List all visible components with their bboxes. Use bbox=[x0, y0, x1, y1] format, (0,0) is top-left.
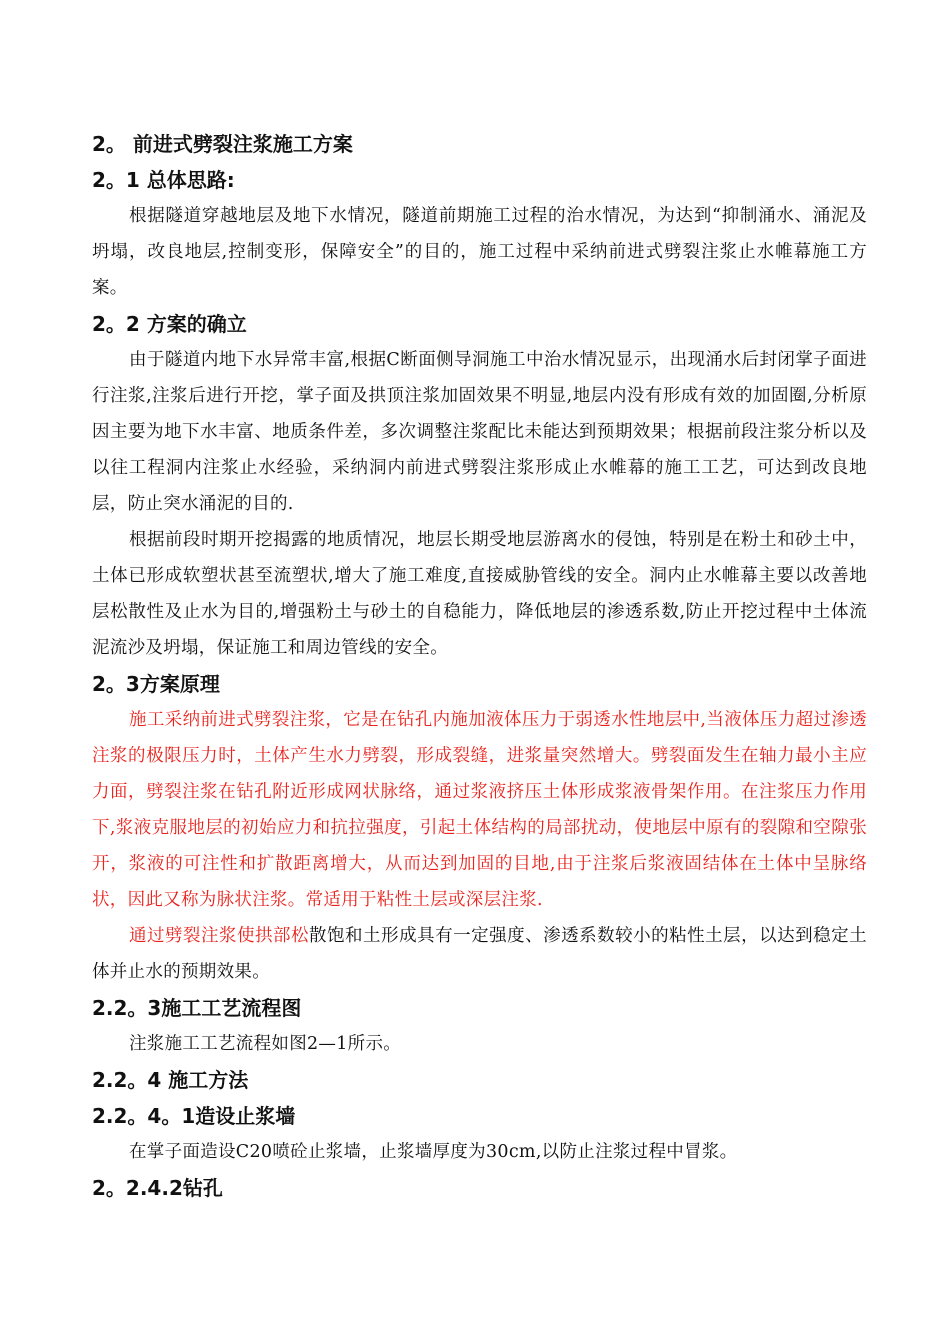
document-body bbox=[92, 126, 867, 1206]
section-2-heading: 2。 前进式劈裂注浆施工方案 bbox=[92, 132, 353, 156]
section-2-2-paragraph-2: 根据前段时期开挖揭露的地质情况，地层长期受地层游离水的侵蚀，特别是在粉土和砂土中，土体已形成软塑状甚至流塑状,增大了施工难度,直接威胁管线的安全。洞内止水帷幕主要以改善地层松散性及止水为目的,增强粉土与砂土的自稳能力，降低地层的渗透系数,防止开挖过程中土体流泥流沙及坍塌，保证施工和周边管线的安全。 bbox=[92, 530, 867, 658]
section-2-2-4-2-heading: 2。2.4.2钻孔 bbox=[92, 1176, 223, 1200]
section-2-3-paragraph-2 bbox=[92, 918, 867, 990]
section-2-2-3-paragraph: 注浆施工工艺流程如图2—1所示。 bbox=[129, 1034, 402, 1054]
section-2-2-4-1-heading: 2.2。4。1造设止浆墙 bbox=[92, 1104, 296, 1128]
section-2-2-3-heading: 2.2。3施工工艺流程图 bbox=[92, 996, 302, 1020]
section-2-2-4-heading: 2.2。4 施工方法 bbox=[92, 1068, 249, 1092]
section-2-2-paragraph-1: 由于隧道内地下水异常丰富,根据C断面侧导洞施工中治水情况显示，出现涌水后封闭掌子面进行注浆,注浆后进行开挖，掌子面及拱顶注浆加固效果不明显,地层内没有形成有效的加固圈,分析原因主要为地下水丰富、地质条件差，多次调整注浆配比未能达到预期效果；根据前段注浆分析以及以往工程洞内注浆止水经验，采纳洞内前进式劈裂注浆形成止水帷幕的施工工艺，可达到改良地层，防止突水涌泥的目的. bbox=[92, 350, 867, 514]
section-2-3-paragraph-red: 施工采纳前进式劈裂注浆，它是在钻孔内施加液体压力于弱透水性地层中,当液体压力超过渗透注浆的极限压力时，土体产生水力劈裂，形成裂缝，进浆量突然增大。劈裂面发生在轴力最小主应力面，劈裂注浆在钻孔附近形成网状脉络，通过浆液挤压土体形成浆液骨架作用。在注浆压力作用下,浆液克服地层的初始应力和抗拉强度，引起土体结构的局部扰动，使地层中原有的裂隙和空隙张开，浆液的可注性和扩散距离增大，从而达到加固的目地,由于注浆后浆液固结体在土体中呈脉络状，因此又称为脉状注浆。常适用于粘性土层或深层注浆. bbox=[92, 710, 867, 910]
section-2-3-heading: 2。3方案原理 bbox=[92, 672, 220, 696]
highlighted-text: 通过劈裂注浆使拱部松 bbox=[129, 926, 310, 946]
section-2-1-paragraph: 根据隧道穿越地层及地下水情况，隧道前期施工过程的治水情况，为达到“抑制涌水、涌泥及坍塌，改良地层,控制变形，保障安全”的目的，施工过程中采纳前进式劈裂注浆止水帷幕施工方案。 bbox=[92, 206, 867, 298]
section-2-2-heading: 2。2 方案的确立 bbox=[92, 312, 247, 336]
section-2-2-4-1-paragraph: 在掌子面造设C20喷砼止浆墙，止浆墙厚度为30cm,以防止注浆过程中冒浆。 bbox=[129, 1142, 738, 1162]
section-2-1-heading: 2。1 总体思路: bbox=[92, 168, 235, 192]
paragraph-text: 散饱和土形成具有一定强度、渗透系数较小的粘性土层，以达到稳定土体并止水的预期效果。 bbox=[92, 926, 867, 982]
